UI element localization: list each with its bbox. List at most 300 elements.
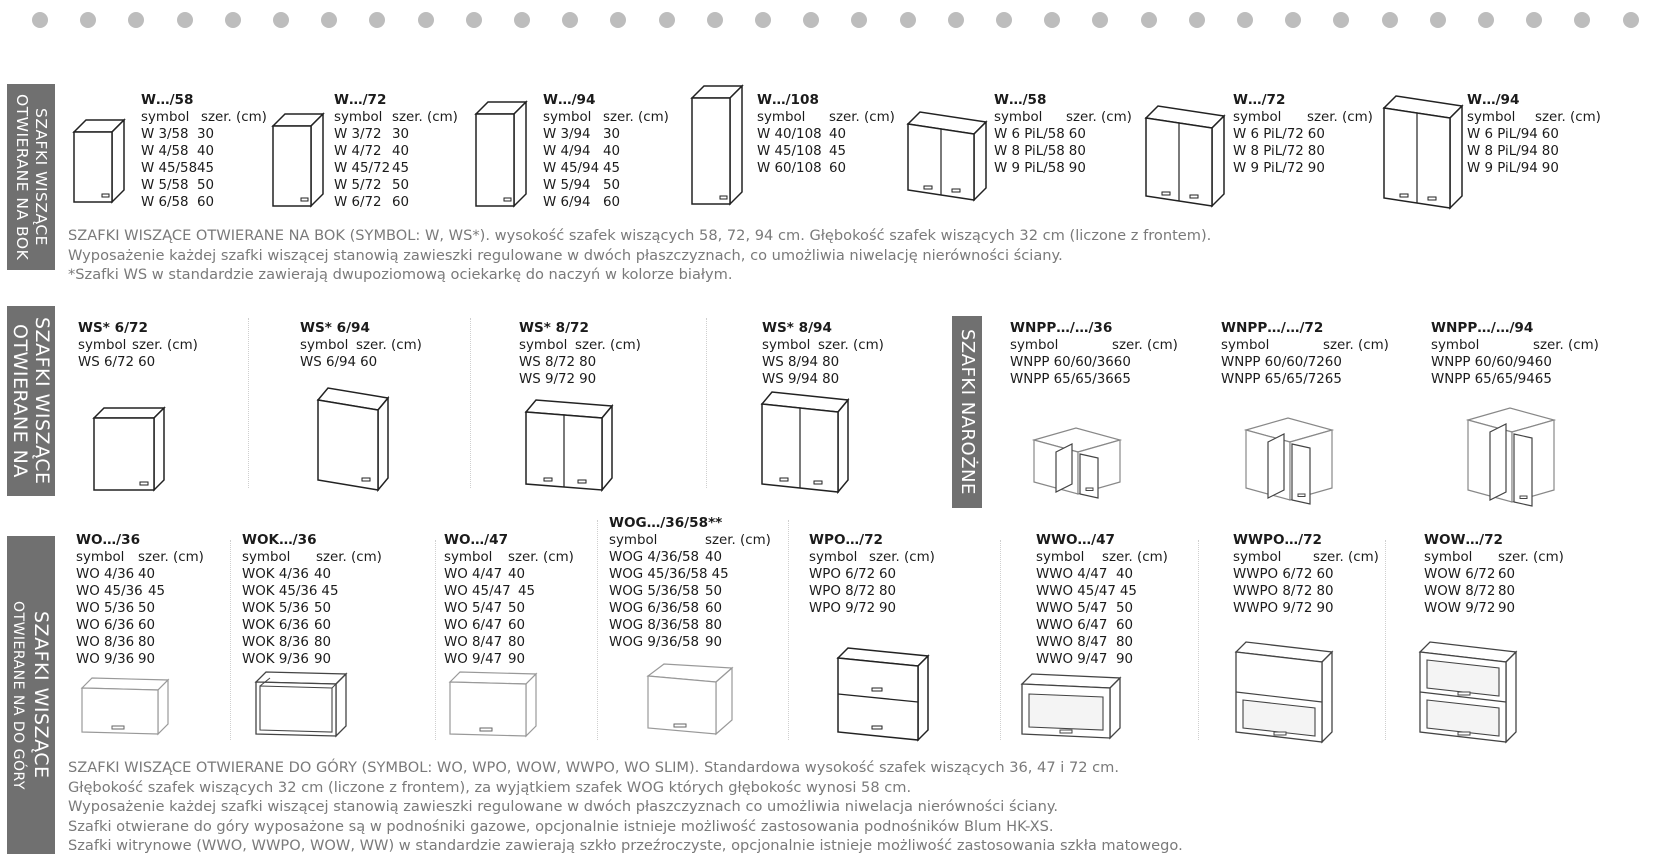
width-cell: 90 <box>1307 161 1325 176</box>
symbol-cell: WNPP 60/60/9460 <box>1431 355 1552 370</box>
symbol-cell: WO 45/47 <box>444 584 511 599</box>
side-label-lift-up-line1: SZAFKI WISZĄCE <box>30 611 52 779</box>
symbol-cell: WOG 8/36/58 <box>609 618 700 633</box>
symbol-cell: WWO 6/47 <box>1036 618 1108 633</box>
symbol-cell: W 40/108 <box>757 127 822 142</box>
decorative-dot <box>1141 12 1157 28</box>
symbol-cell: WOG 5/36/58 <box>609 584 700 599</box>
symbol-cell: WNPP 60/60/7260 <box>1221 355 1342 370</box>
symbol-cell: WOK 4/36 <box>242 567 309 582</box>
corner-cabinet-wnpp94-illustration <box>1466 404 1558 508</box>
symbol-cell: WS 8/72 <box>519 355 576 370</box>
catalog-group-ws694 <box>300 320 422 371</box>
catalog-group-w72 <box>334 92 458 211</box>
symbol-cell: W 6 PiL/94 <box>1467 127 1538 142</box>
cabinet-wog3658-illustration <box>646 662 736 738</box>
width-cell: 80 <box>508 635 526 650</box>
catalog-group-wok36 <box>242 532 382 668</box>
side-label-ws <box>7 306 55 496</box>
width-cell: 60 <box>879 567 897 582</box>
symbol-cell: W 9 PiL/94 <box>1467 161 1538 176</box>
symbol-cell: WO 5/47 <box>444 601 503 616</box>
cabinet-wow72-illustration <box>1418 640 1522 744</box>
symbol-cell: WPO 6/72 <box>809 567 876 582</box>
group-title: WS* 8/94 <box>762 320 832 336</box>
catalog-group-wow72 <box>1424 532 1564 617</box>
decorative-dot <box>851 12 867 28</box>
width-cell: 40 <box>314 567 332 582</box>
width-cell: 50 <box>508 601 526 616</box>
width-cell: 90 <box>1541 161 1559 176</box>
note-line: SZAFKI WISZĄCE OTWIERANE NA BOK (SYMBOL: W, WS*). wysokość szafek wiszących 58, 72, 94 cm. Głębokość szafek wiszących 32 cm (liczone z frontem). <box>68 227 1212 244</box>
width-header: szer. (cm) <box>818 338 884 353</box>
note-line: Wyposażenie każdej szafki wiszącej stanowią zawieszki regulowane w dwóch płaszczyznach, co umożliwia niwelację nierówności ściany. <box>68 246 1063 264</box>
decorative-dot <box>80 12 96 28</box>
group-title: WOG…/36/58** <box>609 515 723 531</box>
symbol-header: symbol <box>334 110 383 125</box>
symbol-header: symbol <box>762 338 811 353</box>
width-header: szer. (cm) <box>392 110 458 125</box>
catalog-group-w58 <box>141 92 267 211</box>
decorative-dot <box>369 12 385 28</box>
width-cell: 90 <box>1316 601 1334 616</box>
cabinet-w94-illustration <box>474 98 530 210</box>
note-line: Szafki witrynowe (WWO, WWPO, WOW, WW) w standardzie zawierają szkło przeźroczyste, opcjonalnie istnieje możliwość zastosowania szkła matowego. <box>68 837 1183 854</box>
symbol-cell: W 45/58 <box>141 161 198 176</box>
symbol-cell: WS 6/72 <box>78 355 135 370</box>
symbol-cell: WOG 45/36/58 <box>609 567 708 582</box>
width-cell: 50 <box>197 178 215 193</box>
cabinet-wo47-illustration <box>448 670 538 740</box>
symbol-cell: W 9 PiL/72 <box>1233 161 1304 176</box>
cabinet-wok36-illustration <box>254 670 350 740</box>
symbol-cell: WOW 9/72 <box>1424 601 1496 616</box>
width-cell: 45 <box>518 584 536 599</box>
width-header: szer. (cm) <box>1307 110 1373 125</box>
width-cell: 60 <box>1068 127 1086 142</box>
group-title: WO…/47 <box>444 532 509 548</box>
symbol-header: symbol <box>609 533 658 548</box>
width-header: szer. (cm) <box>201 110 267 125</box>
width-cell: 40 <box>392 144 410 159</box>
symbol-header: symbol <box>543 110 592 125</box>
decorative-dot <box>948 12 964 28</box>
symbol-cell: WNPP 65/65/3665 <box>1010 372 1131 387</box>
group-title: WNPP…/…/94 <box>1431 320 1534 336</box>
width-header: szer. (cm) <box>829 110 895 125</box>
symbol-cell: WOG 6/36/58 <box>609 601 700 616</box>
group-title: W…/58 <box>994 92 1047 108</box>
symbol-cell: WPO 8/72 <box>809 584 876 599</box>
width-cell: 80 <box>822 355 840 370</box>
symbol-header: symbol <box>809 550 858 565</box>
decorative-dot <box>659 12 675 28</box>
symbol-cell: WWPO 6/72 <box>1233 567 1313 582</box>
symbol-cell: WOK 5/36 <box>242 601 309 616</box>
note-line: Głębokość szafek wiszących 32 cm (liczone z frontem), za wyjątkiem szafek WOG których głębokośc wynosi 58 cm. <box>68 778 912 796</box>
decorative-dot <box>610 12 626 28</box>
symbol-cell: WS 8/94 <box>762 355 819 370</box>
width-header: szer. (cm) <box>1102 550 1168 565</box>
catalog-group-wog3658 <box>609 515 771 651</box>
symbol-cell: W 45/94 <box>543 161 600 176</box>
symbol-header: symbol <box>757 110 806 125</box>
side-label-ws-text: SZAFKI WISZĄCE OTWIERANE NA <box>9 317 53 485</box>
catalog-group-ws672 <box>78 320 198 371</box>
width-cell: 90 <box>1498 601 1516 616</box>
width-cell: 60 <box>1316 567 1334 582</box>
decorative-dot <box>32 12 48 28</box>
group-title: W…/58 <box>141 92 194 108</box>
symbol-cell: W 8 PiL/94 <box>1467 144 1538 159</box>
width-cell: 90 <box>1068 161 1086 176</box>
symbol-cell: WO 4/36 <box>76 567 135 582</box>
width-cell: 45 <box>711 567 729 582</box>
symbol-cell: WOK 6/36 <box>242 618 309 633</box>
symbol-header: symbol <box>519 338 568 353</box>
symbol-cell: W 5/94 <box>543 178 591 193</box>
symbol-cell: WOW 6/72 <box>1424 567 1496 582</box>
width-cell: 80 <box>1316 584 1334 599</box>
symbol-cell: W 6/58 <box>141 195 189 210</box>
symbol-cell: W 4/58 <box>141 144 189 159</box>
width-cell: 80 <box>879 584 897 599</box>
width-cell: 80 <box>1068 144 1086 159</box>
width-cell: 40 <box>508 567 526 582</box>
width-cell: 90 <box>705 635 723 650</box>
decorative-dot <box>466 12 482 28</box>
cabinet-w-pil58-illustration <box>906 110 990 202</box>
symbol-cell: W 5/58 <box>141 178 189 193</box>
width-cell: 60 <box>829 161 847 176</box>
symbol-cell: W 45/72 <box>334 161 391 176</box>
decorative-dot <box>1430 12 1446 28</box>
catalog-group-w94 <box>543 92 669 211</box>
width-cell: 60 <box>360 355 378 370</box>
decorative-dot <box>1285 12 1301 28</box>
side-label-corner <box>952 316 982 508</box>
decorative-dot <box>177 12 193 28</box>
cabinet-ws672-illustration <box>92 404 168 494</box>
decorative-dot <box>1382 12 1398 28</box>
symbol-header: symbol <box>76 550 125 565</box>
catalog-group-wnpp72 <box>1221 320 1389 388</box>
symbol-header: symbol <box>78 338 127 353</box>
decorative-dot <box>128 12 144 28</box>
side-label-corner-text: SZAFKI NAROŻNE <box>957 329 978 495</box>
width-cell: 60 <box>603 195 621 210</box>
corner-cabinet-wnpp72-illustration <box>1244 414 1336 506</box>
cabinet-w108-illustration <box>690 82 746 208</box>
cabinet-w72-illustration <box>271 110 327 210</box>
width-cell: 60 <box>392 195 410 210</box>
catalog-group-wwo47 <box>1036 532 1168 668</box>
width-cell: 60 <box>197 195 215 210</box>
width-cell: 90 <box>1116 652 1134 667</box>
catalog-group-wpo72 <box>809 532 935 617</box>
width-header: szer. (cm) <box>1535 110 1601 125</box>
symbol-cell: W 5/72 <box>334 178 382 193</box>
width-header: szer. (cm) <box>356 338 422 353</box>
symbol-cell: W 3/72 <box>334 127 382 142</box>
decorative-dot <box>1574 12 1590 28</box>
side-label-side-opening <box>7 84 55 270</box>
symbol-cell: WO 6/47 <box>444 618 503 633</box>
decorative-dot <box>273 12 289 28</box>
symbol-cell: W 6 PiL/58 <box>994 127 1065 142</box>
symbol-cell: WS 9/72 <box>519 372 576 387</box>
symbol-cell: WOK 9/36 <box>242 652 309 667</box>
width-cell: 45 <box>603 161 621 176</box>
symbol-cell: WNPP 65/65/7265 <box>1221 372 1342 387</box>
decorative-dot <box>225 12 241 28</box>
group-title: WOK…/36 <box>242 532 317 548</box>
decorative-dot <box>755 12 771 28</box>
group-title: WS* 6/94 <box>300 320 370 336</box>
symbol-header: symbol <box>1221 338 1270 353</box>
catalog-group-wwpo72 <box>1233 532 1379 617</box>
decorative-dot <box>803 12 819 28</box>
cabinet-ws894-illustration <box>760 390 852 496</box>
symbol-cell: WOK 8/36 <box>242 635 309 650</box>
width-header: szer. (cm) <box>869 550 935 565</box>
width-cell: 45 <box>197 161 215 176</box>
cabinet-w-pil72-illustration <box>1144 104 1228 208</box>
symbol-header: symbol <box>1424 550 1473 565</box>
cabinet-wpo72-illustration <box>836 646 932 742</box>
group-title: WO…/36 <box>76 532 141 548</box>
note-line: SZAFKI WISZĄCE OTWIERANE DO GÓRY (SYMBOL: WO, WPO, WOW, WWPO, WO SLIM). Standardowa wysokość szafek wiszących 36, 47 i 72 cm. <box>68 759 1120 776</box>
symbol-cell: WWO 8/47 <box>1036 635 1108 650</box>
width-header: szer. (cm) <box>1323 338 1389 353</box>
corner-cabinet-wnpp36-illustration <box>1032 424 1124 500</box>
width-cell: 90 <box>508 652 526 667</box>
width-cell: 90 <box>879 601 897 616</box>
symbol-cell: WNPP 60/60/3660 <box>1010 355 1131 370</box>
group-title: WWPO…/72 <box>1233 532 1322 548</box>
width-cell: 45 <box>148 584 166 599</box>
symbol-cell: W 3/58 <box>141 127 189 142</box>
width-cell: 80 <box>705 618 723 633</box>
group-title: WS* 8/72 <box>519 320 589 336</box>
width-cell: 80 <box>579 355 597 370</box>
decorative-dot <box>707 12 723 28</box>
symbol-cell: WS 6/94 <box>300 355 357 370</box>
cabinet-wo36-illustration <box>80 676 170 738</box>
symbol-header: symbol <box>300 338 349 353</box>
catalog-group-w-pil58 <box>994 92 1132 177</box>
width-cell: 45 <box>829 144 847 159</box>
symbol-cell: WO 9/36 <box>76 652 135 667</box>
group-title: WS* 6/72 <box>78 320 148 336</box>
catalog-group-w-pil94 <box>1467 92 1601 177</box>
group-title: WNPP…/…/72 <box>1221 320 1324 336</box>
symbol-header: symbol <box>1233 550 1282 565</box>
width-cell: 60 <box>138 618 156 633</box>
width-cell: 60 <box>138 355 156 370</box>
width-cell: 40 <box>1116 567 1134 582</box>
catalog-group-wnpp94 <box>1431 320 1599 388</box>
width-cell: 90 <box>579 372 597 387</box>
width-cell: 30 <box>603 127 621 142</box>
width-cell: 40 <box>138 567 156 582</box>
width-cell: 40 <box>603 144 621 159</box>
width-cell: 60 <box>508 618 526 633</box>
width-cell: 45 <box>1119 584 1137 599</box>
decorative-dot <box>900 12 916 28</box>
group-title: W…/94 <box>1467 92 1520 108</box>
width-cell: 90 <box>138 652 156 667</box>
width-cell: 80 <box>1541 144 1559 159</box>
symbol-cell: WO 8/47 <box>444 635 503 650</box>
width-header: szer. (cm) <box>316 550 382 565</box>
width-header: szer. (cm) <box>1112 338 1178 353</box>
decorative-dot <box>1044 12 1060 28</box>
width-cell: 60 <box>1116 618 1134 633</box>
width-cell: 80 <box>1116 635 1134 650</box>
cabinet-wwpo72-illustration <box>1234 640 1338 744</box>
symbol-cell: WWO 4/47 <box>1036 567 1108 582</box>
symbol-cell: WO 9/47 <box>444 652 503 667</box>
symbol-cell: WOG 4/36/58 <box>609 550 700 565</box>
catalog-group-wo36 <box>76 532 204 668</box>
group-title: WWO…/47 <box>1036 532 1116 548</box>
group-title: WNPP…/…/36 <box>1010 320 1113 336</box>
catalog-group-wo47 <box>444 532 574 668</box>
cabinet-ws694-illustration <box>316 386 392 494</box>
symbol-cell: WO 6/36 <box>76 618 135 633</box>
note-line: Szafki otwierane do góry wyposażone są w podnośniki gazowe, opcjonalnie istnieje możliwość zastosowania podnośników Blum HK-XS. <box>68 817 1054 835</box>
width-cell: 40 <box>197 144 215 159</box>
symbol-cell: WO 8/36 <box>76 635 135 650</box>
cabinet-w58-illustration <box>72 116 128 206</box>
decorative-dot <box>562 12 578 28</box>
symbol-cell: W 9 PiL/58 <box>994 161 1065 176</box>
catalog-group-w108 <box>757 92 895 177</box>
symbol-cell: W 4/72 <box>334 144 382 159</box>
symbol-cell: W 6/72 <box>334 195 382 210</box>
symbol-header: symbol <box>1233 110 1282 125</box>
width-cell: 45 <box>321 584 339 599</box>
catalog-group-ws894 <box>762 320 884 388</box>
decorative-dot <box>1333 12 1349 28</box>
width-cell: 90 <box>314 652 332 667</box>
symbol-cell: WNPP 65/65/9465 <box>1431 372 1552 387</box>
width-cell: 50 <box>138 601 156 616</box>
symbol-header: symbol <box>1431 338 1480 353</box>
decorative-dot <box>514 12 530 28</box>
cabinet-wwo47-illustration <box>1020 672 1124 742</box>
width-header: szer. (cm) <box>138 550 204 565</box>
symbol-cell: W 3/94 <box>543 127 591 142</box>
width-header: szer. (cm) <box>575 338 641 353</box>
width-cell: 30 <box>197 127 215 142</box>
symbol-cell: WOW 8/72 <box>1424 584 1496 599</box>
symbol-cell: WOG 9/36/58 <box>609 635 700 650</box>
decorative-dot <box>1478 12 1494 28</box>
note-line: *Szafki WS w standardzie zawierają dwupoziomową ociekarkę do naczyń w kolorze białym. <box>68 266 733 283</box>
symbol-cell: WWPO 8/72 <box>1233 584 1313 599</box>
decorative-dot <box>321 12 337 28</box>
symbol-cell: W 45/108 <box>757 144 822 159</box>
symbol-header: symbol <box>141 110 190 125</box>
decorative-dot <box>1092 12 1108 28</box>
catalog-group-wnpp36 <box>1010 320 1178 388</box>
symbol-header: symbol <box>444 550 493 565</box>
width-cell: 60 <box>1307 127 1325 142</box>
width-cell: 40 <box>705 550 723 565</box>
width-header: szer. (cm) <box>705 533 771 548</box>
width-cell: 50 <box>705 584 723 599</box>
symbol-cell: WWO 9/47 <box>1036 652 1108 667</box>
width-cell: 80 <box>1498 584 1516 599</box>
catalog-group-ws872 <box>519 320 641 388</box>
width-header: szer. (cm) <box>1313 550 1379 565</box>
side-label-lift-up-line2: OTWIERANE NA DO GÓRY <box>10 600 26 790</box>
width-cell: 80 <box>822 372 840 387</box>
decorative-dot <box>1526 12 1542 28</box>
symbol-cell: WWPO 9/72 <box>1233 601 1313 616</box>
width-cell: 40 <box>829 127 847 142</box>
width-cell: 60 <box>1541 127 1559 142</box>
width-cell: 80 <box>314 635 332 650</box>
width-header: szer. (cm) <box>603 110 669 125</box>
decorative-dot <box>1623 12 1639 28</box>
section-side-opening-notes <box>68 226 1211 285</box>
group-title: WPO…/72 <box>809 532 883 548</box>
width-cell: 60 <box>1498 567 1516 582</box>
symbol-header: symbol <box>1467 110 1516 125</box>
symbol-cell: W 60/108 <box>757 161 822 176</box>
group-title: W…/94 <box>543 92 596 108</box>
width-cell: 80 <box>138 635 156 650</box>
group-title: W…/72 <box>334 92 387 108</box>
symbol-header: symbol <box>1036 550 1085 565</box>
symbol-header: symbol <box>1010 338 1059 353</box>
group-title: W…/72 <box>1233 92 1286 108</box>
decorative-dot <box>1189 12 1205 28</box>
symbol-cell: WO 4/47 <box>444 567 503 582</box>
group-title: W…/108 <box>757 92 819 108</box>
width-header: szer. (cm) <box>1498 550 1564 565</box>
group-title: WOW…/72 <box>1424 532 1504 548</box>
symbol-cell: WPO 9/72 <box>809 601 876 616</box>
symbol-cell: WWO 45/47 <box>1036 584 1116 599</box>
symbol-header: symbol <box>242 550 291 565</box>
width-header: szer. (cm) <box>1533 338 1599 353</box>
symbol-cell: WOK 45/36 <box>242 584 318 599</box>
symbol-cell: W 8 PiL/58 <box>994 144 1065 159</box>
width-cell: 60 <box>705 601 723 616</box>
symbol-cell: WS 9/94 <box>762 372 819 387</box>
width-cell: 50 <box>392 178 410 193</box>
width-cell: 45 <box>392 161 410 176</box>
width-cell: 50 <box>1116 601 1134 616</box>
width-cell: 30 <box>392 127 410 142</box>
width-header: szer. (cm) <box>508 550 574 565</box>
side-label-side-opening-text: SZAFKI WISZĄCE OTWIERANE NA BOK <box>13 93 50 261</box>
decorative-dot <box>418 12 434 28</box>
width-header: szer. (cm) <box>132 338 198 353</box>
symbol-cell: W 8 PiL/72 <box>1233 144 1304 159</box>
symbol-cell: WO 45/36 <box>76 584 143 599</box>
symbol-cell: WO 5/36 <box>76 601 135 616</box>
symbol-cell: WWO 5/47 <box>1036 601 1108 616</box>
cabinet-ws872-illustration <box>524 398 616 494</box>
section-lift-up-notes <box>68 758 1183 856</box>
width-cell: 50 <box>603 178 621 193</box>
decorative-dot <box>1237 12 1253 28</box>
